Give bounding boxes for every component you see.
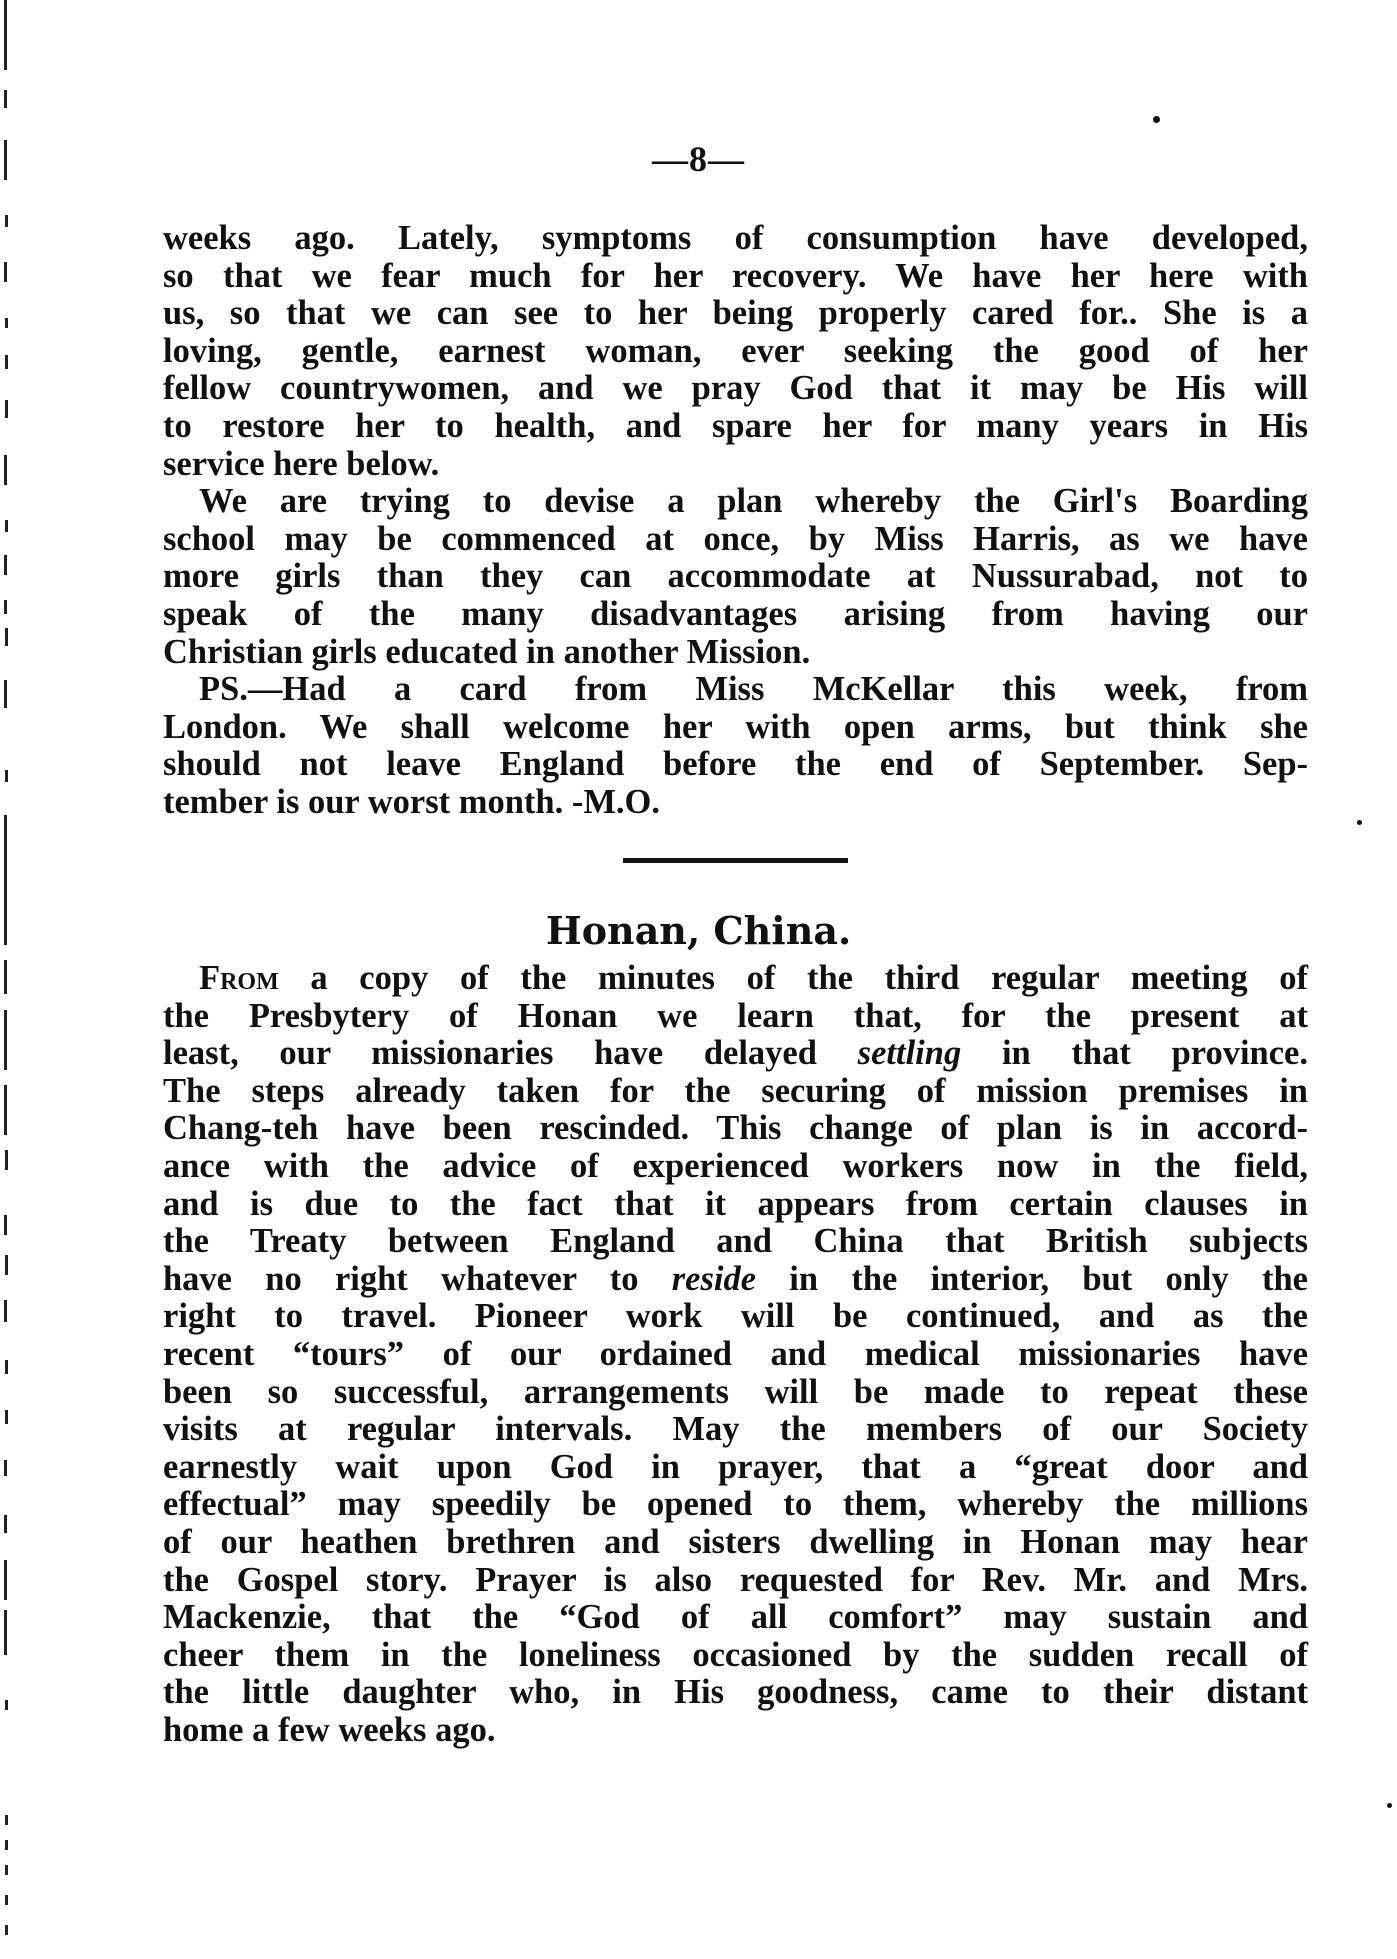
text-line: and is due to the fact that it appears from certain clauses in	[163, 1184, 1308, 1223]
speck-right	[1357, 820, 1362, 825]
text-fragment: in the interior, but only the	[756, 1259, 1308, 1298]
section-honan-china	[163, 960, 1308, 1749]
text-line: should not leave England before the end of September. Sep-	[163, 745, 1308, 784]
speck-top-right	[1153, 116, 1160, 123]
section-heading: Honan, China.	[545, 908, 852, 953]
text-line: effectual” may speedily be opened to them, whereby the millions	[163, 1485, 1308, 1524]
italic-word: reside	[671, 1259, 757, 1298]
text-line: school may be commenced at once, by Miss Harris, as we have	[163, 519, 1308, 558]
text-line: recent “tours” of our ordained and medical missionaries have	[163, 1334, 1308, 1373]
text-fragment: a copy of the minutes of the third regular meeting of	[278, 959, 1308, 997]
text-line: to restore her to health, and spare her for many years in His	[163, 406, 1308, 445]
text-line: Chang-teh have been rescinded. This change of plan is in accord-	[163, 1109, 1308, 1148]
text-line: weeks ago. Lately, symptoms of consumption have developed,	[163, 219, 1308, 257]
text-fragment: least, our missionaries have delayed	[163, 1034, 858, 1073]
text-line: so that we fear much for her recovery. We have her here with	[163, 256, 1308, 295]
speck-bottom-right	[1387, 1803, 1392, 1808]
drop-word: From	[199, 959, 279, 997]
binding-edge-marks	[0, 0, 40, 1959]
text-line: more girls than they can accommodate at Nussurabad, not to	[163, 557, 1308, 596]
text-line: We are trying to devise a plan whereby the Girl's Boarding	[199, 482, 1308, 521]
text-line: London. We shall welcome her with open arms, but think she	[163, 707, 1308, 746]
text-line: the Gospel story. Prayer is also requested for Rev. Mr. and Mrs.	[163, 1560, 1308, 1599]
text-line: loving, gentle, earnest woman, ever seeking the good of her	[163, 331, 1308, 370]
text-line: Christian girls educated in another Mission.	[163, 632, 811, 671]
text-line: earnestly wait upon God in prayer, that a “great door and	[163, 1447, 1308, 1486]
text-line: PS.—Had a card from Miss McKellar this week, from	[199, 670, 1308, 709]
page-number: —8—	[652, 139, 745, 179]
paragraph-honan	[163, 960, 1308, 1749]
text-line: speak of the many disadvantages arising from having our	[163, 594, 1308, 633]
paragraph-boarding-school	[163, 483, 1308, 671]
text-fragment: have no right whatever to	[163, 1259, 672, 1298]
text-line: the Presbytery of Honan we learn that, for the present at	[163, 996, 1308, 1035]
paragraph-postscript	[163, 671, 1308, 821]
text-line	[163, 1035, 1308, 1073]
text-line: visits at regular intervals. May the members of our Society	[163, 1410, 1308, 1449]
text-line: the Treaty between England and China that British subjects	[163, 1222, 1308, 1261]
text-fragment: in that province.	[961, 1034, 1308, 1073]
text-line: the little daughter who, in His goodness, came to their distant	[163, 1673, 1308, 1712]
text-line: been so successful, arrangements will be made to repeat these	[163, 1372, 1308, 1411]
text-line: of our heathen brethren and sisters dwelling in Honan may hear	[163, 1522, 1308, 1561]
text-line: ance with the advice of experienced workers now in the field,	[163, 1146, 1308, 1185]
section-letter-continuation	[163, 220, 1308, 822]
italic-word: settling	[857, 1034, 962, 1073]
text-line: The steps already taken for the securing of mission premises in	[163, 1071, 1308, 1110]
section-divider-rule	[623, 858, 848, 863]
text-line: right to travel. Pioneer work will be continued, and as the	[163, 1297, 1308, 1336]
text-line	[163, 1261, 1308, 1299]
paragraph-continued	[163, 220, 1308, 483]
text-line: fellow countrywomen, and we pray God that it may be His will	[163, 369, 1308, 408]
text-line: home a few weeks ago.	[163, 1710, 496, 1749]
text-line: tember is our worst month. -M.O.	[163, 782, 660, 821]
text-line: service here below.	[163, 444, 440, 483]
text-line	[163, 960, 1308, 998]
text-line: us, so that we can see to her being properly cared for.. She is a	[163, 294, 1308, 333]
text-line: Mackenzie, that the “God of all comfort” may sustain and	[163, 1598, 1308, 1637]
text-line: cheer them in the loneliness occasioned by the sudden recall of	[163, 1635, 1308, 1674]
